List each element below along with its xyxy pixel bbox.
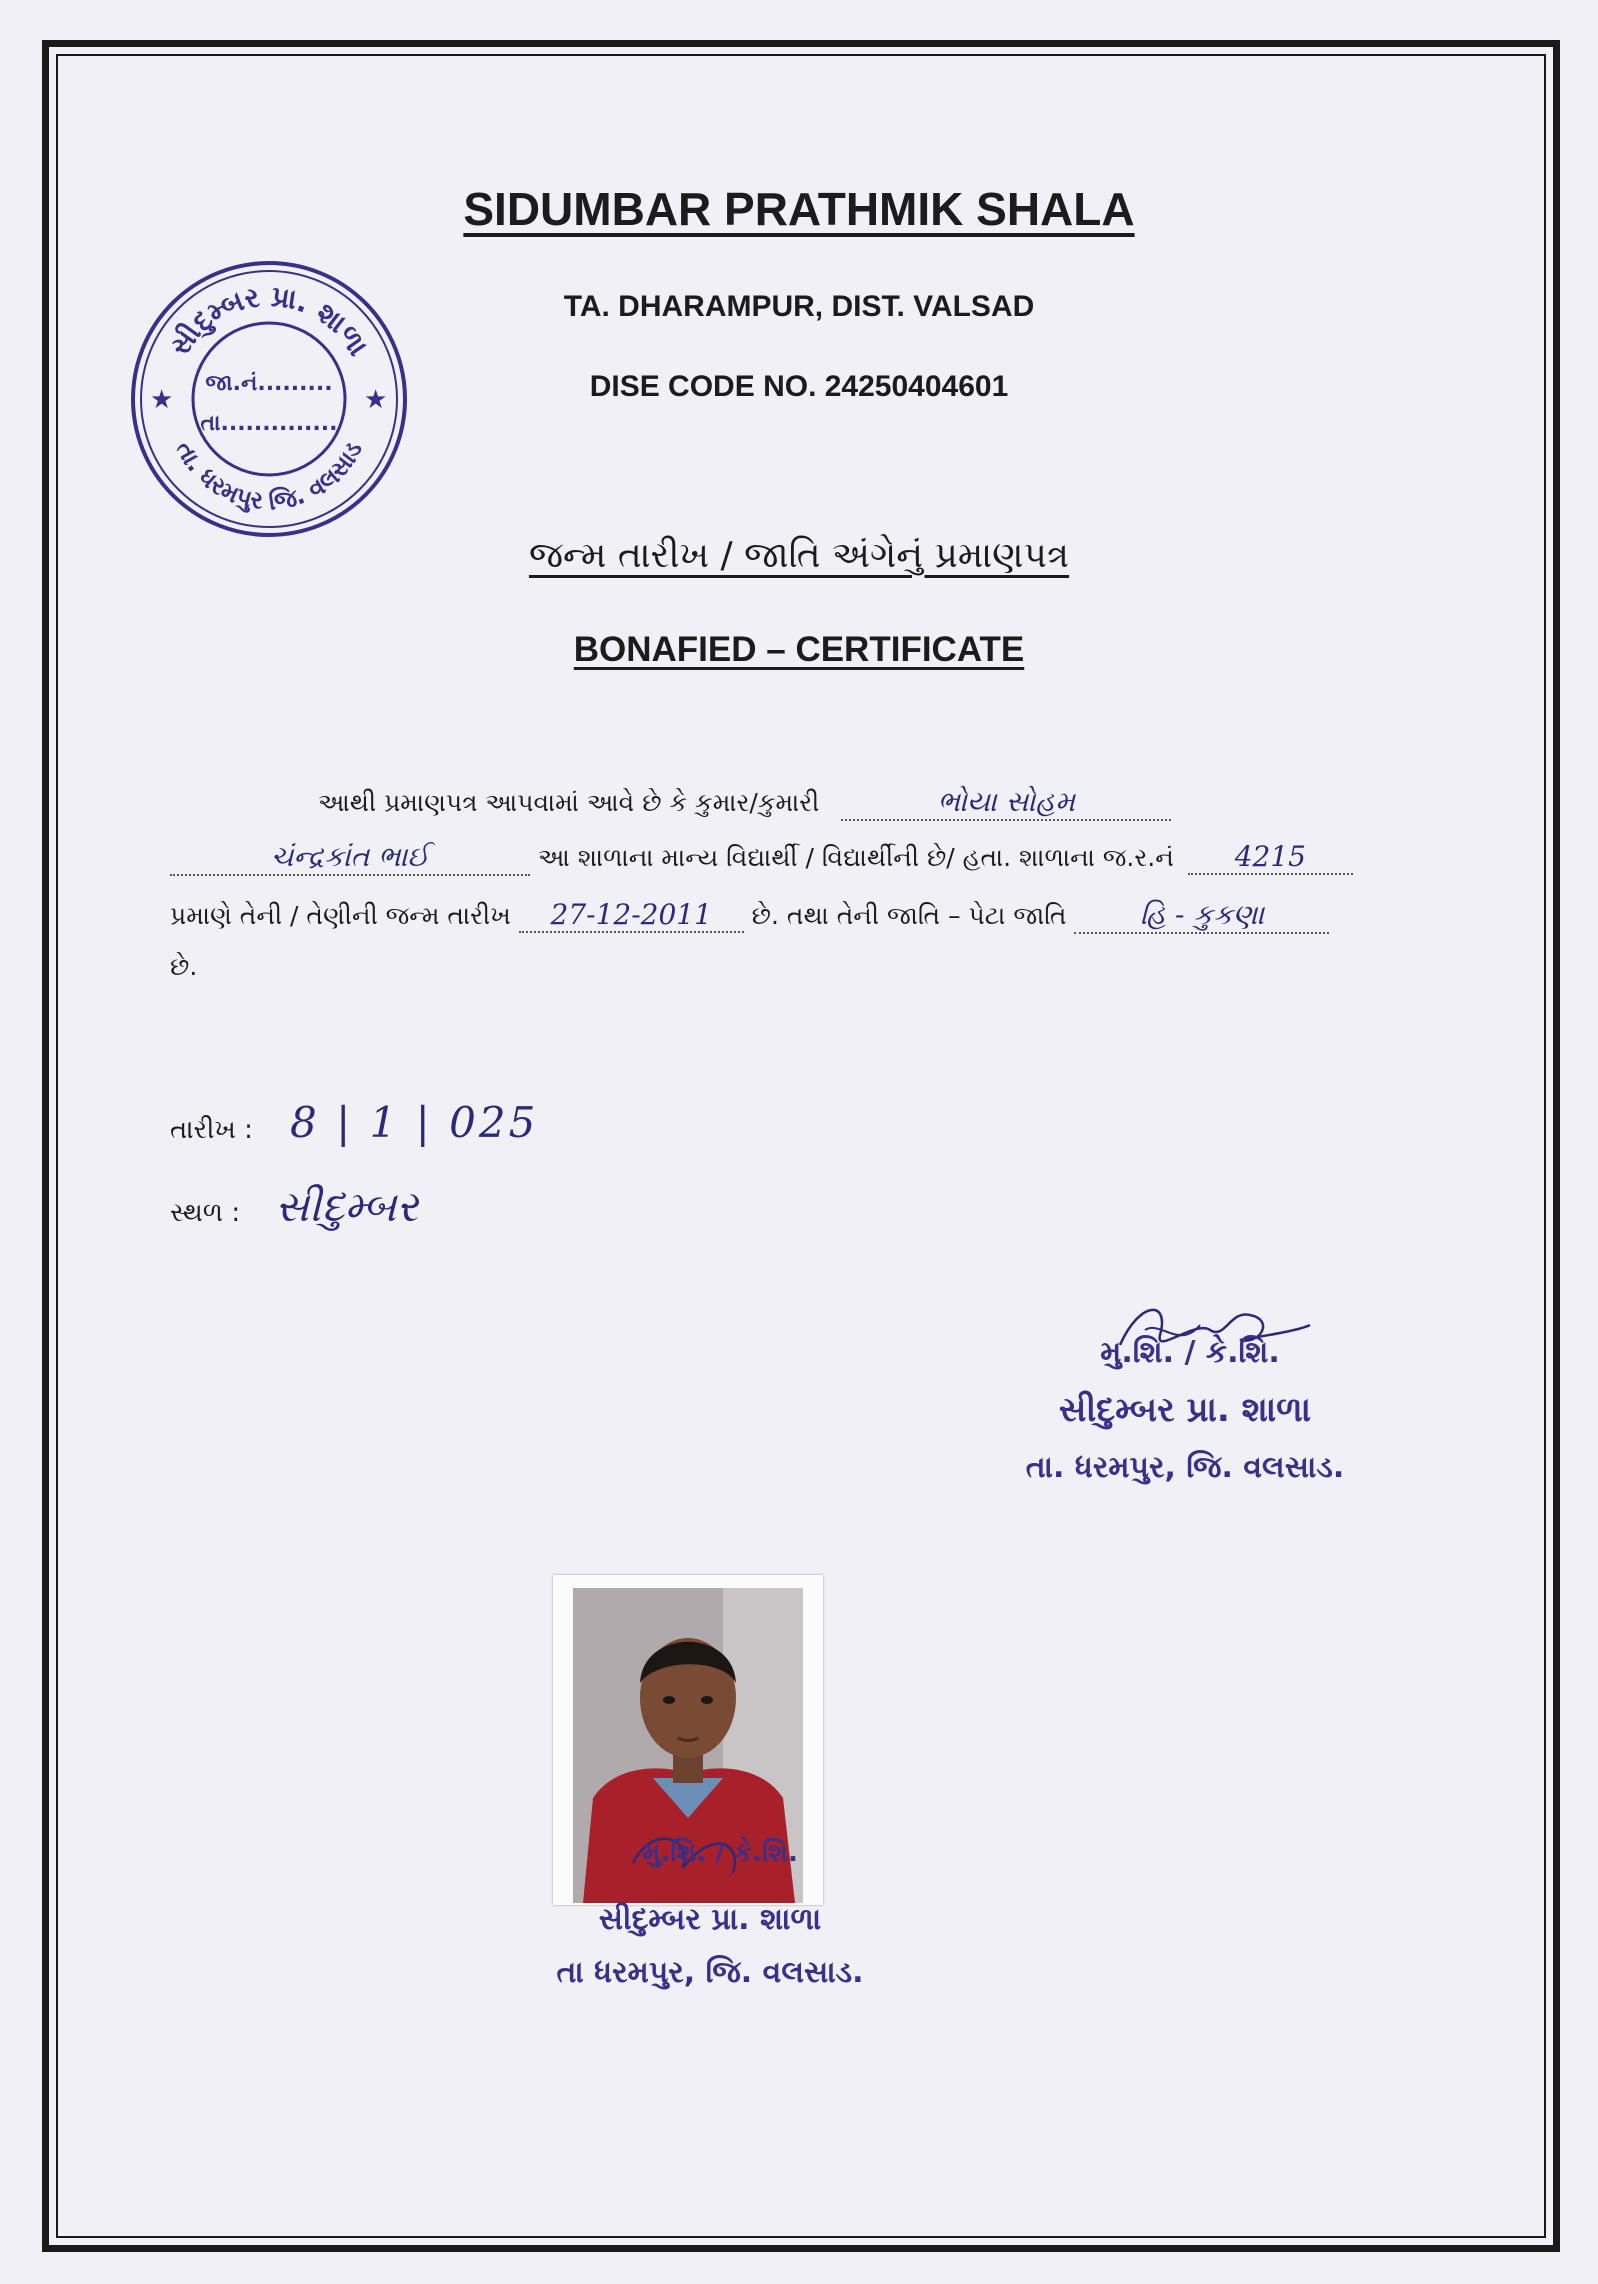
- seal-star-right: ★: [364, 385, 388, 415]
- seal-top-text: સીદુમ્બર પ્રા. શાળા: [163, 279, 375, 362]
- date-value: 8 | 1 | 025: [290, 1098, 539, 1147]
- seal-line-1: જા.નં.........: [205, 371, 333, 396]
- school-location: TA. DHARAMPUR, DIST. VALSAD: [563, 290, 1035, 323]
- seal-bottom-text: તા. ધરમપુર જિ. વલસાડ: [170, 436, 368, 516]
- gujarati-title: જન્મ તારીખ / જાતિ અંગેનું પ્રમાણપત્ર: [528, 535, 1070, 576]
- body-line-2-text: આ શાળાના માન્ય વિદ્યાર્થી / વિદ્યાર્થીની છે/ હતા. શાળાના જ.ર.નં: [537, 843, 1174, 872]
- student-name-first: ભોયા સોહમ: [841, 785, 1171, 821]
- dise-code: DISE CODE NO. 24250404601: [589, 370, 1009, 403]
- certificate-title: BONAFIED – CERTIFICATE: [573, 630, 1025, 669]
- body-line-4: છે.: [170, 952, 198, 981]
- body-line-3: [170, 898, 1329, 934]
- signature-role: મુ.શિ. / કે.શિ.: [1100, 1335, 1280, 1370]
- birth-date: 27-12-2011: [519, 898, 744, 933]
- photo-stamp-school: સીદુમ્બર પ્રા. શાળા: [598, 1902, 822, 1937]
- register-number: 4215: [1188, 840, 1353, 875]
- school-name: SIDUMBAR PRATHMIK SHALA: [463, 183, 1135, 235]
- seal-line-2: તા..............: [200, 411, 338, 436]
- seal-star-left: ★: [150, 385, 174, 415]
- body-line-3-middle: છે. તથા તેની જાતિ – પેટા જાતિ: [751, 901, 1067, 930]
- school-seal: [128, 258, 410, 540]
- body-line-2: [170, 840, 1353, 876]
- place-value: સીદુમ્બર: [275, 1182, 419, 1231]
- place-label: સ્થળ :: [170, 1198, 241, 1228]
- body-line-3-text: પ્રમાણે તેની / તેણીની જન્મ તારીખ: [170, 901, 511, 930]
- signature-address: તા. ધરમપુર, જિ. વલસાડ.: [1025, 1450, 1345, 1485]
- caste-value: હિ - કુકણા: [1074, 898, 1329, 934]
- photo-stamp-address: તા ધરમપુર, જિ. વલસાડ.: [556, 1955, 864, 1990]
- photo-stamp-role: મુ.શિ. / કે.શિ.: [642, 1838, 798, 1868]
- student-name-second: ચંન્દ્રકાંત ભાઈ: [170, 840, 530, 876]
- signature-school: સીદુમ્બર પ્રા. શાળા: [1058, 1390, 1312, 1430]
- body-line-1: [318, 785, 1171, 821]
- svg-text:સીદુમ્બર પ્રા. શાળા: [163, 279, 375, 361]
- body-line-1-text: આથી પ્રમાણપત્ર આપવામાં આવે છે કે કુમાર/કુમારી: [318, 788, 820, 817]
- date-label: તારીખ :: [170, 1115, 253, 1145]
